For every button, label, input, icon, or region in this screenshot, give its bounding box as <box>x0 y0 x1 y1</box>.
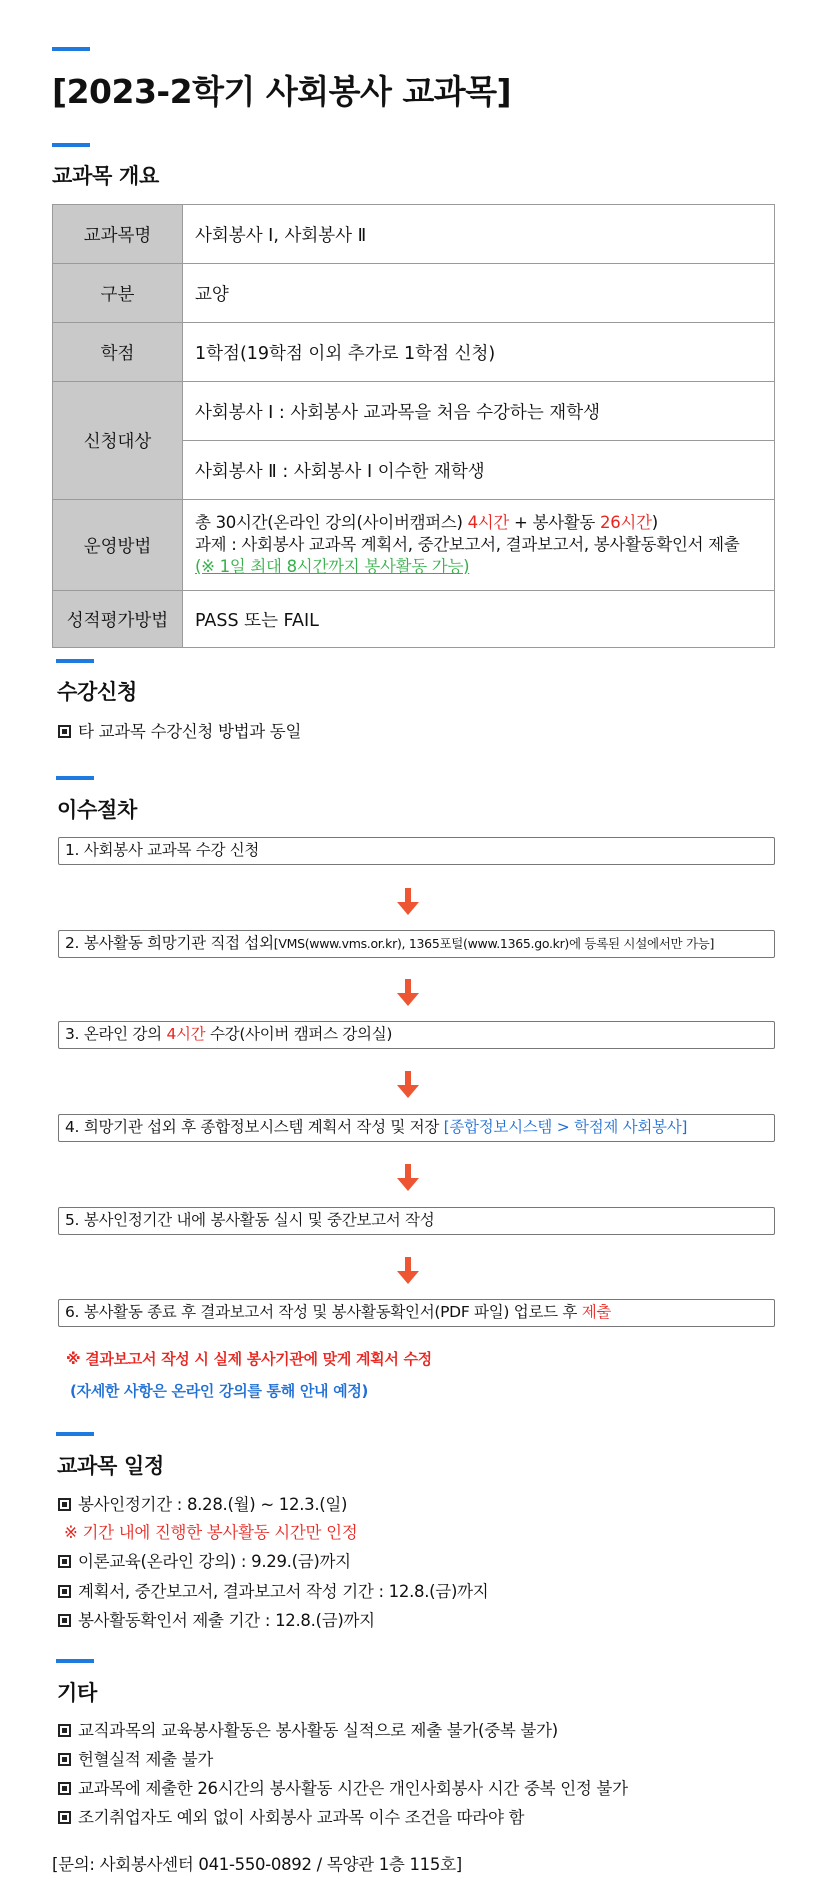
etc-item-text: 조기취업자도 예외 없이 사회봉사 교과목 이수 조건을 따라야 함 <box>78 1808 525 1827</box>
checkbox-bullet-icon <box>58 1555 71 1568</box>
step-4-system-path: [종합정보시스템 > 학점제 사회봉사] <box>443 1118 688 1136</box>
schedule-heading: 교과목 일정 <box>57 1454 164 1478</box>
checkbox-bullet-icon <box>58 1614 71 1627</box>
step-6-text: 6. 봉사활동 종료 후 결과보고서 작성 및 봉사활동확인서(PDF 파일) 업로드 후 <box>65 1303 582 1321</box>
step-5-text: 5. 봉사인정기간 내에 봉사활동 실시 및 중간보고서 작성 <box>65 1211 435 1229</box>
checkbox-bullet-icon <box>58 1498 71 1511</box>
step-2-note: [VMS(www.vms.or.kr), 1365포털(www.1365.go.kr)에 등록된 시설에서만 가능] <box>273 936 715 951</box>
step-3-text: 수강(사이버 캠퍼스 강의실) <box>205 1025 393 1043</box>
registration-accent-bar <box>56 659 94 663</box>
table-row <box>53 264 775 323</box>
schedule-item-text: 이론교육(온라인 강의) : 9.29.(금)까지 <box>78 1552 351 1571</box>
grade-value: PASS 또는 FAIL <box>183 591 775 648</box>
etc-heading: 기타 <box>57 1681 97 1705</box>
schedule-accent-bar <box>56 1432 94 1436</box>
etc-item-text: 교직과목의 교육봉사활동은 봉사활동 실적으로 제출 불가(중복 불가) <box>78 1721 558 1740</box>
method-line-1 <box>195 512 762 534</box>
target-value-2: 사회봉사 Ⅱ : 사회봉사 Ⅰ 이수한 재학생 <box>183 441 775 500</box>
schedule-item-text: 봉사활동확인서 제출 기간 : 12.8.(금)까지 <box>78 1611 375 1630</box>
method-line-3: (※ 1일 최대 8시간까지 봉사활동 가능) <box>195 557 470 576</box>
target-label: 신청대상 <box>53 382 183 500</box>
overview-heading: 교과목 개요 <box>52 164 159 188</box>
method-volunteer-hours: 26시간 <box>600 513 652 532</box>
procedure-step-1 <box>58 837 775 865</box>
registration-heading: 수강신청 <box>57 680 137 704</box>
overview-accent-bar <box>52 143 90 147</box>
schedule-item-1-note: ※ 기간 내에 진행한 봉사활동 시간만 인정 <box>64 1523 358 1542</box>
procedure-heading: 이수절차 <box>57 798 137 822</box>
target-value-1: 사회봉사 Ⅰ : 사회봉사 교과목을 처음 수강하는 재학생 <box>183 382 775 441</box>
down-arrow-icon <box>397 1164 419 1192</box>
name-label: 교과목명 <box>53 205 183 264</box>
step-3-text: 3. 온라인 강의 <box>65 1025 167 1043</box>
table-row <box>53 500 775 591</box>
etc-accent-bar <box>56 1659 94 1663</box>
step-2-text: 2. 봉사활동 희망기관 직접 섭외 <box>65 934 274 952</box>
checkbox-bullet-icon <box>58 1782 71 1795</box>
step-4-text: 4. 희망기관 섭외 후 종합정보시스템 계획서 작성 및 저장 <box>65 1118 444 1136</box>
table-row <box>53 205 775 264</box>
procedure-step-5 <box>58 1207 775 1235</box>
procedure-accent-bar <box>56 776 94 780</box>
etc-item-2 <box>58 1746 213 1770</box>
down-arrow-icon <box>397 1257 419 1285</box>
step-3-hours: 4시간 <box>166 1025 206 1043</box>
type-value: 교양 <box>183 264 775 323</box>
etc-item-text: 헌혈실적 제출 불가 <box>78 1750 214 1769</box>
procedure-step-3 <box>58 1021 775 1049</box>
down-arrow-icon <box>397 1071 419 1099</box>
credit-label: 학점 <box>53 323 183 382</box>
etc-item-text: 교과목에 제출한 26시간의 봉사활동 시간은 개인사회봉사 시간 중복 인정 불가 <box>78 1779 628 1798</box>
checkbox-bullet-icon <box>58 1724 71 1737</box>
registration-item-text: 타 교과목 수강신청 방법과 동일 <box>78 722 302 741</box>
contact-info: [문의: 사회봉사센터 041-550-0892 / 목양관 1층 115호] <box>52 1855 462 1874</box>
table-row <box>53 323 775 382</box>
schedule-item-2 <box>58 1548 351 1572</box>
method-text: + 봉사활동 <box>509 513 600 532</box>
procedure-note-blue: (자세한 사항은 온라인 강의를 통해 안내 예정) <box>70 1382 369 1400</box>
registration-item <box>58 718 301 742</box>
grade-label: 성적평가방법 <box>53 591 183 648</box>
checkbox-bullet-icon <box>58 1585 71 1598</box>
schedule-item-text: 계획서, 중간보고서, 결과보고서 작성 기간 : 12.8.(금)까지 <box>78 1582 489 1601</box>
etc-item-3 <box>58 1775 628 1799</box>
overview-table <box>52 204 775 648</box>
name-value: 사회봉사 Ⅰ, 사회봉사 Ⅱ <box>183 205 775 264</box>
page-title: [2023-2학기 사회봉사 교과목] <box>52 72 512 111</box>
checkbox-bullet-icon <box>58 725 71 738</box>
table-row <box>53 382 775 441</box>
method-line-2: 과제 : 사회봉사 교과목 계획서, 중간보고서, 결과보고서, 봉사활동확인서 제출 <box>195 535 740 554</box>
procedure-step-2 <box>58 930 775 958</box>
method-value <box>183 500 775 591</box>
etc-item-1 <box>58 1717 558 1741</box>
procedure-step-6 <box>58 1299 775 1327</box>
schedule-item-4 <box>58 1607 375 1631</box>
title-accent-bar <box>52 47 90 51</box>
method-text: ) <box>651 513 658 532</box>
procedure-step-4 <box>58 1114 775 1142</box>
table-row <box>53 591 775 648</box>
checkbox-bullet-icon <box>58 1753 71 1766</box>
step-6-submit: 제출 <box>581 1303 612 1321</box>
step-1-text: 1. 사회봉사 교과목 수강 신청 <box>65 841 260 859</box>
method-online-hours: 4시간 <box>467 513 510 532</box>
etc-item-4 <box>58 1804 524 1828</box>
checkbox-bullet-icon <box>58 1811 71 1824</box>
down-arrow-icon <box>397 888 419 916</box>
schedule-item-text: 봉사인정기간 : 8.28.(월) ~ 12.3.(일) <box>78 1495 348 1514</box>
type-label: 구분 <box>53 264 183 323</box>
method-text: 총 30시간(온라인 강의(사이버캠퍼스) <box>195 513 468 532</box>
schedule-item-1 <box>58 1491 347 1515</box>
schedule-item-3 <box>58 1578 488 1602</box>
down-arrow-icon <box>397 979 419 1007</box>
method-label: 운영방법 <box>53 500 183 591</box>
procedure-note-red: ※ 결과보고서 작성 시 실제 봉사기관에 맞게 계획서 수정 <box>66 1350 432 1368</box>
credit-value: 1학점(19학점 이외 추가로 1학점 신청) <box>183 323 775 382</box>
